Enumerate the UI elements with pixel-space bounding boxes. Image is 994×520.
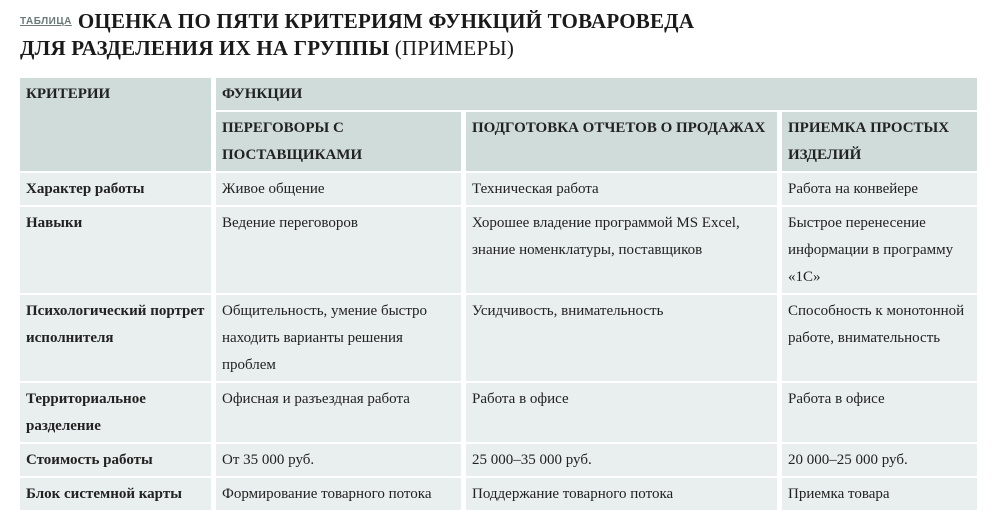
table-cell: Поддержание товарного потока bbox=[466, 478, 782, 512]
table-cell: От 35 000 руб. bbox=[216, 444, 466, 478]
table-cell: Работа в офисе bbox=[782, 383, 977, 444]
table-cell: Работа в офисе bbox=[466, 383, 782, 444]
title-note: (ПРИМЕРЫ) bbox=[394, 36, 515, 60]
table-cell: Техническая работа bbox=[466, 173, 782, 207]
title-text-2: ДЛЯ РАЗДЕЛЕНИЯ ИХ НА ГРУППЫ bbox=[20, 36, 390, 60]
row-criterion: Психологический портрет исполнителя bbox=[20, 295, 216, 383]
row-criterion: Стоимость работы bbox=[20, 444, 216, 478]
table-cell: 25 000–35 000 руб. bbox=[466, 444, 782, 478]
row-criterion: Блок системной карты bbox=[20, 478, 216, 512]
table-cell: Общительность, умение быстро находить варианты решения проблем bbox=[216, 295, 466, 383]
table-cell: Работа на конвейере bbox=[782, 173, 977, 207]
title-line-1 bbox=[20, 8, 980, 35]
table-title bbox=[20, 8, 980, 62]
table-row bbox=[20, 444, 977, 478]
table-tag: ТАБЛИЦА bbox=[20, 16, 72, 27]
table-cell: Способность к монотонной работе, внимательность bbox=[782, 295, 977, 383]
table-row bbox=[20, 173, 977, 207]
table-cell: 20 000–25 000 руб. bbox=[782, 444, 977, 478]
criteria-header: КРИТЕРИИ bbox=[20, 78, 216, 173]
table-cell: Быстрое перенесение информации в программу «1С» bbox=[782, 207, 977, 295]
table-row bbox=[20, 478, 977, 512]
title-text-1: ОЦЕНКА ПО ПЯТИ КРИТЕРИЯМ ФУНКЦИЙ ТОВАРОВЕДА bbox=[77, 9, 695, 33]
row-criterion: Территориальное разделение bbox=[20, 383, 216, 444]
title-line-2 bbox=[20, 35, 980, 62]
table-cell: Приемка товара bbox=[782, 478, 977, 512]
table-row bbox=[20, 383, 977, 444]
row-criterion: Навыки bbox=[20, 207, 216, 295]
criteria-table bbox=[20, 78, 977, 512]
column-header-negotiations: ПЕРЕГОВОРЫ С ПОСТАВЩИКАМИ bbox=[216, 112, 466, 173]
table-cell: Хорошее владение программой MS Excel, знание номенклатуры, поставщиков bbox=[466, 207, 782, 295]
table-cell: Ведение переговоров bbox=[216, 207, 466, 295]
functions-header: ФУНКЦИИ bbox=[216, 78, 977, 112]
table-row bbox=[20, 295, 977, 383]
row-criterion: Характер работы bbox=[20, 173, 216, 207]
table-cell: Формирование товарного потока bbox=[216, 478, 466, 512]
table-cell: Офисная и разъездная работа bbox=[216, 383, 466, 444]
column-header-reports: ПОДГОТОВКА ОТЧЕТОВ О ПРОДАЖАХ bbox=[466, 112, 782, 173]
header-row-top bbox=[20, 78, 977, 112]
table-cell: Живое общение bbox=[216, 173, 466, 207]
table-cell: Усидчивость, внимательность bbox=[466, 295, 782, 383]
table-row bbox=[20, 207, 977, 295]
column-header-acceptance: ПРИЕМКА ПРОСТЫХ ИЗДЕЛИЙ bbox=[782, 112, 977, 173]
